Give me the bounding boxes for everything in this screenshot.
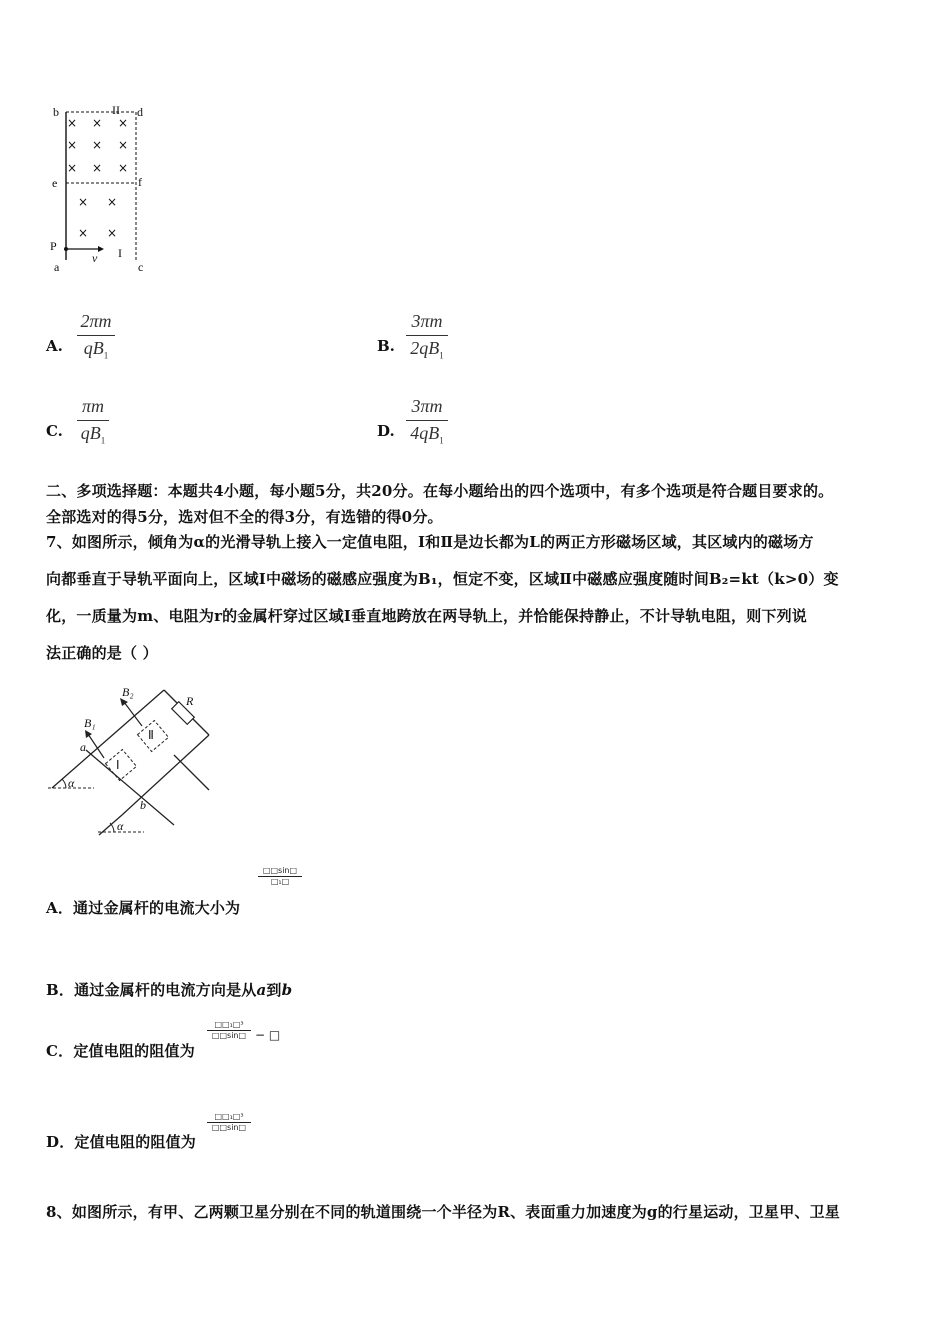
option-fraction <box>77 311 115 361</box>
option-c-minus-term: − □ <box>255 1028 281 1042</box>
fraction-numerator: □□sin□ <box>262 866 298 875</box>
q7-stem-line3: 化，一质量为m、电阻为r的金属杆穿过区域Ⅰ垂直地跨放在两导轨上，并恰能保持静止，不计导轨电阻，则下列说 <box>46 607 807 625</box>
field-cross: × <box>67 116 78 130</box>
field-cross: × <box>92 116 103 130</box>
fraction-numerator: □□₁□³ <box>214 1112 244 1121</box>
field-cross: × <box>118 161 129 175</box>
fraction-denominator <box>406 421 448 446</box>
den-subscript: 1 <box>100 435 106 446</box>
label-P: P <box>50 239 57 253</box>
den-text: 2qB <box>410 338 440 358</box>
fraction-denominator <box>406 336 448 361</box>
field-cross: × <box>107 226 118 240</box>
field-cross: × <box>67 138 78 152</box>
option-c-fraction <box>207 1020 251 1040</box>
fraction-denominator <box>77 336 115 361</box>
q7-stem-line2: 向都垂直于导轨平面向上，区域Ⅰ中磁场的磁感应强度为B₁，恒定不变，区域Ⅱ中磁感应强度随时间B₂=kt（k>0）变 <box>46 570 839 588</box>
field-cross: × <box>67 161 78 175</box>
option-fraction <box>77 396 109 446</box>
label-f: f <box>138 175 142 189</box>
fraction-denominator: □□sin□ <box>211 1123 247 1132</box>
den-text: qB <box>83 338 104 358</box>
q8-stem-line1: 8、如图所示，有甲、乙两颗卫星分别在不同的轨道围绕一个半径为R、表面重力加速度为g的行星运动，卫星甲、卫星 <box>46 1203 840 1221</box>
option-b-from: a <box>256 981 267 999</box>
label-region-I: Ⅰ <box>116 758 120 772</box>
option-a-text: A．通过金属杆的电流大小为 <box>46 899 241 917</box>
label-e: e <box>52 176 58 190</box>
option-fraction <box>406 396 448 446</box>
option-fraction <box>406 311 448 361</box>
q7-stem-line4: 法正确的是（ ） <box>46 644 158 662</box>
figure-magnetic-regions-svg <box>40 100 170 280</box>
label-a: a <box>80 740 86 754</box>
metal-bar <box>86 750 174 825</box>
option-b-to: b <box>281 981 293 999</box>
section2-heading-line2: 全部选对的得5分，选对但不全的得3分，有选错的得0分。 <box>46 508 443 526</box>
fraction-denominator: □□sin□ <box>211 1031 247 1040</box>
label-R: R <box>186 694 194 708</box>
label-B1: B₁ <box>84 716 96 730</box>
b1-arrowhead <box>85 730 92 738</box>
option-d-fraction <box>207 1112 251 1132</box>
label-b: b <box>140 798 146 812</box>
fraction-numerator: πm <box>81 396 105 416</box>
fraction-numerator: □□₁□³ <box>214 1020 244 1029</box>
figure-incline-rails-svg <box>44 680 224 840</box>
label-I: I <box>118 246 122 260</box>
figure-incline-rails <box>44 680 224 840</box>
label-d: d <box>137 105 143 119</box>
field-cross: × <box>118 116 129 130</box>
option-a-fraction <box>258 866 302 886</box>
q7-stem-line1: 7、如图所示，倾角为α的光滑导轨上接入一定值电阻，Ⅰ和Ⅱ是边长都为L的两正方形磁场区域，其区域内的磁场方 <box>46 533 814 551</box>
den-subscript: 1 <box>103 350 109 361</box>
den-subscript: 1 <box>439 435 444 446</box>
label-alpha-top: α <box>68 776 75 790</box>
fraction-denominator: □₁□ <box>270 877 290 886</box>
option-c-text: C．定值电阻的阻值为 <box>46 1042 195 1060</box>
velocity-arrowhead <box>98 246 104 252</box>
alpha-arc-top <box>62 779 66 788</box>
field-cross: × <box>92 161 103 175</box>
label-a: a <box>54 260 60 274</box>
region-I-box <box>106 750 137 781</box>
label-b: b <box>53 105 59 119</box>
label-c: c <box>138 260 144 274</box>
option-d-text: D．定值电阻的阻值为 <box>46 1133 197 1151</box>
q7-option-b[interactable] <box>46 979 292 1000</box>
field-cross: × <box>118 138 129 152</box>
section2-heading-line1: 二、多项选择题：本题共4小题，每小题5分，共20分。在每小题给出的四个选项中，有多个选项是符合题目要求的。 <box>46 482 834 500</box>
option-letter: B. <box>377 337 395 355</box>
figure-magnetic-regions <box>40 100 170 280</box>
option-letter: A. <box>46 337 63 355</box>
den-subscript: 1 <box>439 350 444 361</box>
field-cross: × <box>78 195 89 209</box>
lower-rail-upper-part <box>122 735 209 815</box>
label-region-II: Ⅱ <box>148 728 154 742</box>
option-letter: C. <box>46 422 63 440</box>
fraction-denominator <box>77 421 109 446</box>
option-b-to-word: 到 <box>266 981 282 999</box>
field-cross: × <box>92 138 103 152</box>
den-text: 4qB <box>410 423 440 443</box>
label-v: v <box>92 251 98 265</box>
label-II: II <box>112 103 120 117</box>
option-letter: D. <box>377 422 395 440</box>
field-cross: × <box>107 195 118 209</box>
den-text: qB <box>80 423 101 443</box>
fraction-numerator: 2πm <box>80 311 112 331</box>
field-cross: × <box>78 226 89 240</box>
point-p-dot <box>64 247 68 251</box>
option-b-text: B．通过金属杆的电流方向是从 <box>46 981 257 999</box>
fraction-numerator: 3πm <box>411 311 443 331</box>
fraction-numerator: 3πm <box>411 396 443 416</box>
label-alpha-bottom: α <box>117 819 124 833</box>
rail-support-line <box>174 755 209 790</box>
label-B2: B₂ <box>122 685 134 699</box>
